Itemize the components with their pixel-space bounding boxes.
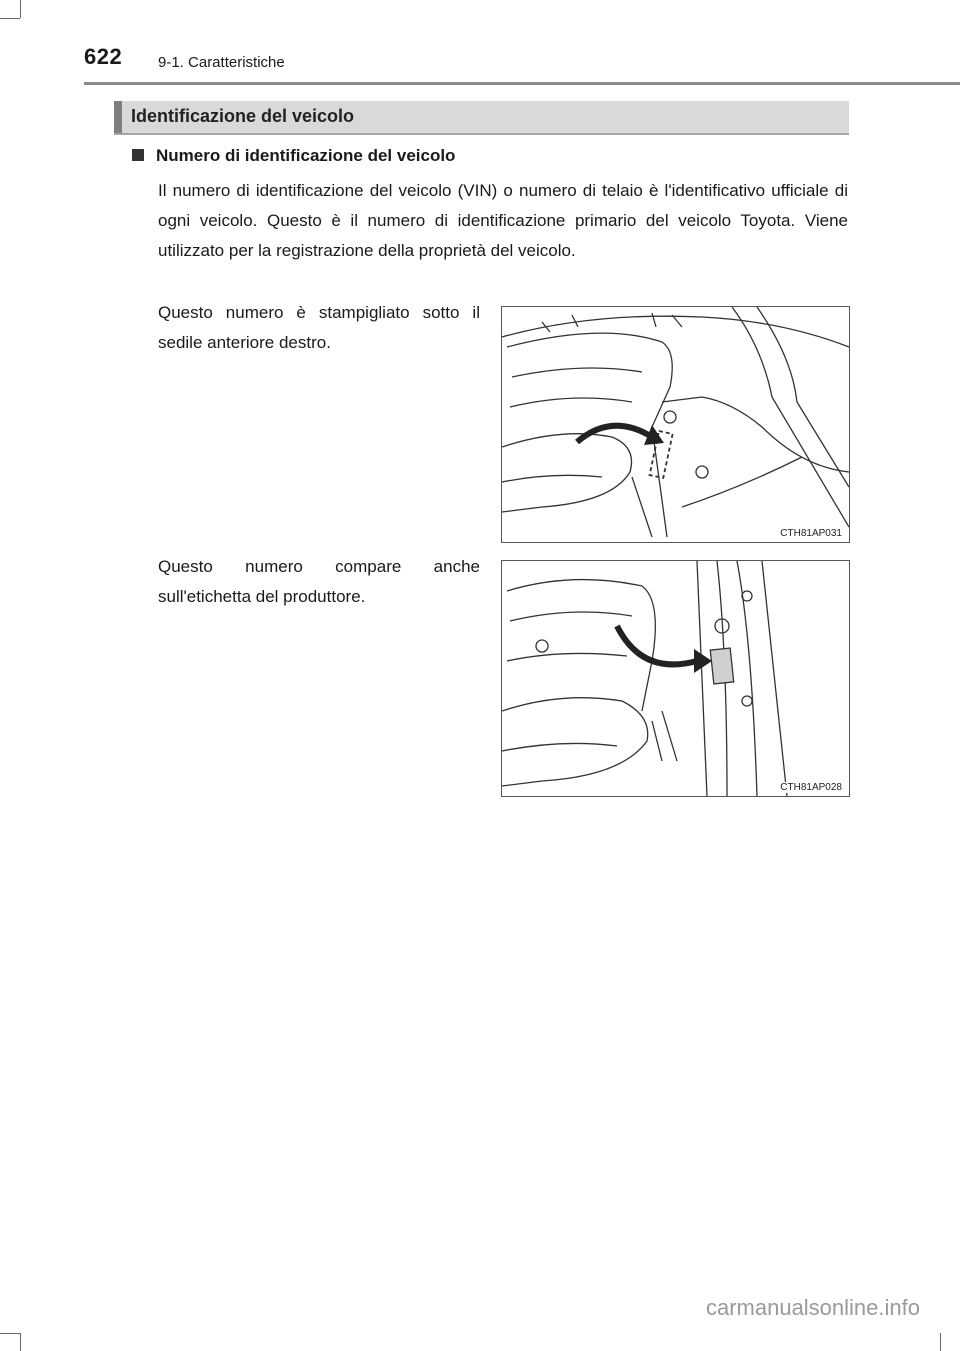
figure-code: CTH81AP028 <box>780 782 842 793</box>
watermark: carmanualsonline.info <box>705 1295 920 1320</box>
section-heading <box>114 101 849 135</box>
subsection-title: Numero di identificazione del veicolo <box>156 146 456 165</box>
crop-mark <box>20 1333 21 1351</box>
figure-code: CTH81AP031 <box>780 528 842 539</box>
crop-mark <box>0 1333 20 1334</box>
vin-paragraph: Il numero di identificazione del veicolo (VIN) o numero di telaio è l'identificativo ufficiale di ogni veicolo. Questo è il numero di identificazione primario del veicolo Toyota. Viene utilizzato per la registrazione della proprietà del veicolo. <box>158 181 848 260</box>
item-text-label: Questo numero compare anche sull'etichetta del produttore. <box>158 557 480 606</box>
chapter-title: 9-1. Caratteristiche <box>158 54 285 71</box>
section-title: Identificazione del veicolo <box>131 106 355 126</box>
figure-manufacturer-label <box>501 560 850 797</box>
section-accent <box>114 101 122 133</box>
item-text-seat: Questo numero è stampigliato sotto il sedile anteriore destro. <box>158 303 480 352</box>
crop-mark <box>0 18 20 19</box>
crop-mark <box>20 0 21 18</box>
seat-illustration-icon <box>502 307 849 542</box>
subsection-heading <box>132 146 455 166</box>
header-rule <box>84 82 960 85</box>
page-number: 622 <box>84 44 123 69</box>
figure-seat-vin <box>501 306 850 543</box>
door-pillar-illustration-icon <box>502 561 849 796</box>
square-bullet-icon <box>132 149 144 161</box>
crop-mark <box>940 1333 941 1351</box>
